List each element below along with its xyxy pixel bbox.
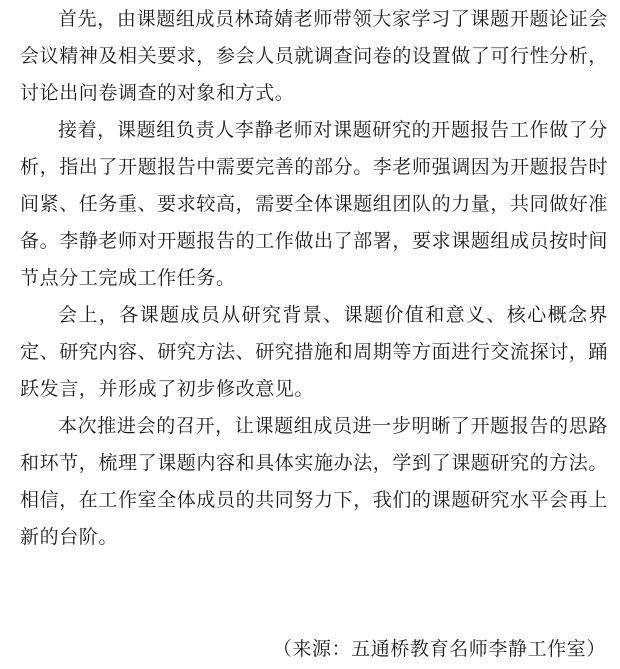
source-attribution: （来源：五通桥教育名师李静工作室） xyxy=(272,638,606,660)
paragraph-1: 首先，由课题组成员林琦婧老师带领大家学习了课题开题论证会会议精神及相关要求，参会人员就调查问卷的设置做了可行性分析，讨论出问卷调查的对象和方式。 xyxy=(20,8,609,104)
paragraph-4: 本次推进会的召开，让课题组成员进一步明晰了开题报告的思路和环节，梳理了课题内容和具体实施办法，学到了课题研究的方法。相信，在工作室全体成员的共同努力下，我们的课题研究水平会再上新的台阶。 xyxy=(20,415,609,548)
paragraph-2: 接着，课题组负责人李静老师对课题研究的开题报告工作做了分析，指出了开题报告中需要完善的部分。李老师强调因为开题报告时间紧、任务重、要求较高，需要全体课题组团队的力量，共同做好准备。李静老师对开题报告的工作做出了部署，要求课题组成员按时间节点分工完成工作任务。 xyxy=(20,119,609,289)
paragraph-3: 会上，各课题成员从研究背景、课题价值和意义、核心概念界定、研究内容、研究方法、研究措施和周期等方面进行交流探讨，踊跃发言，并形成了初步修改意见。 xyxy=(20,304,609,400)
